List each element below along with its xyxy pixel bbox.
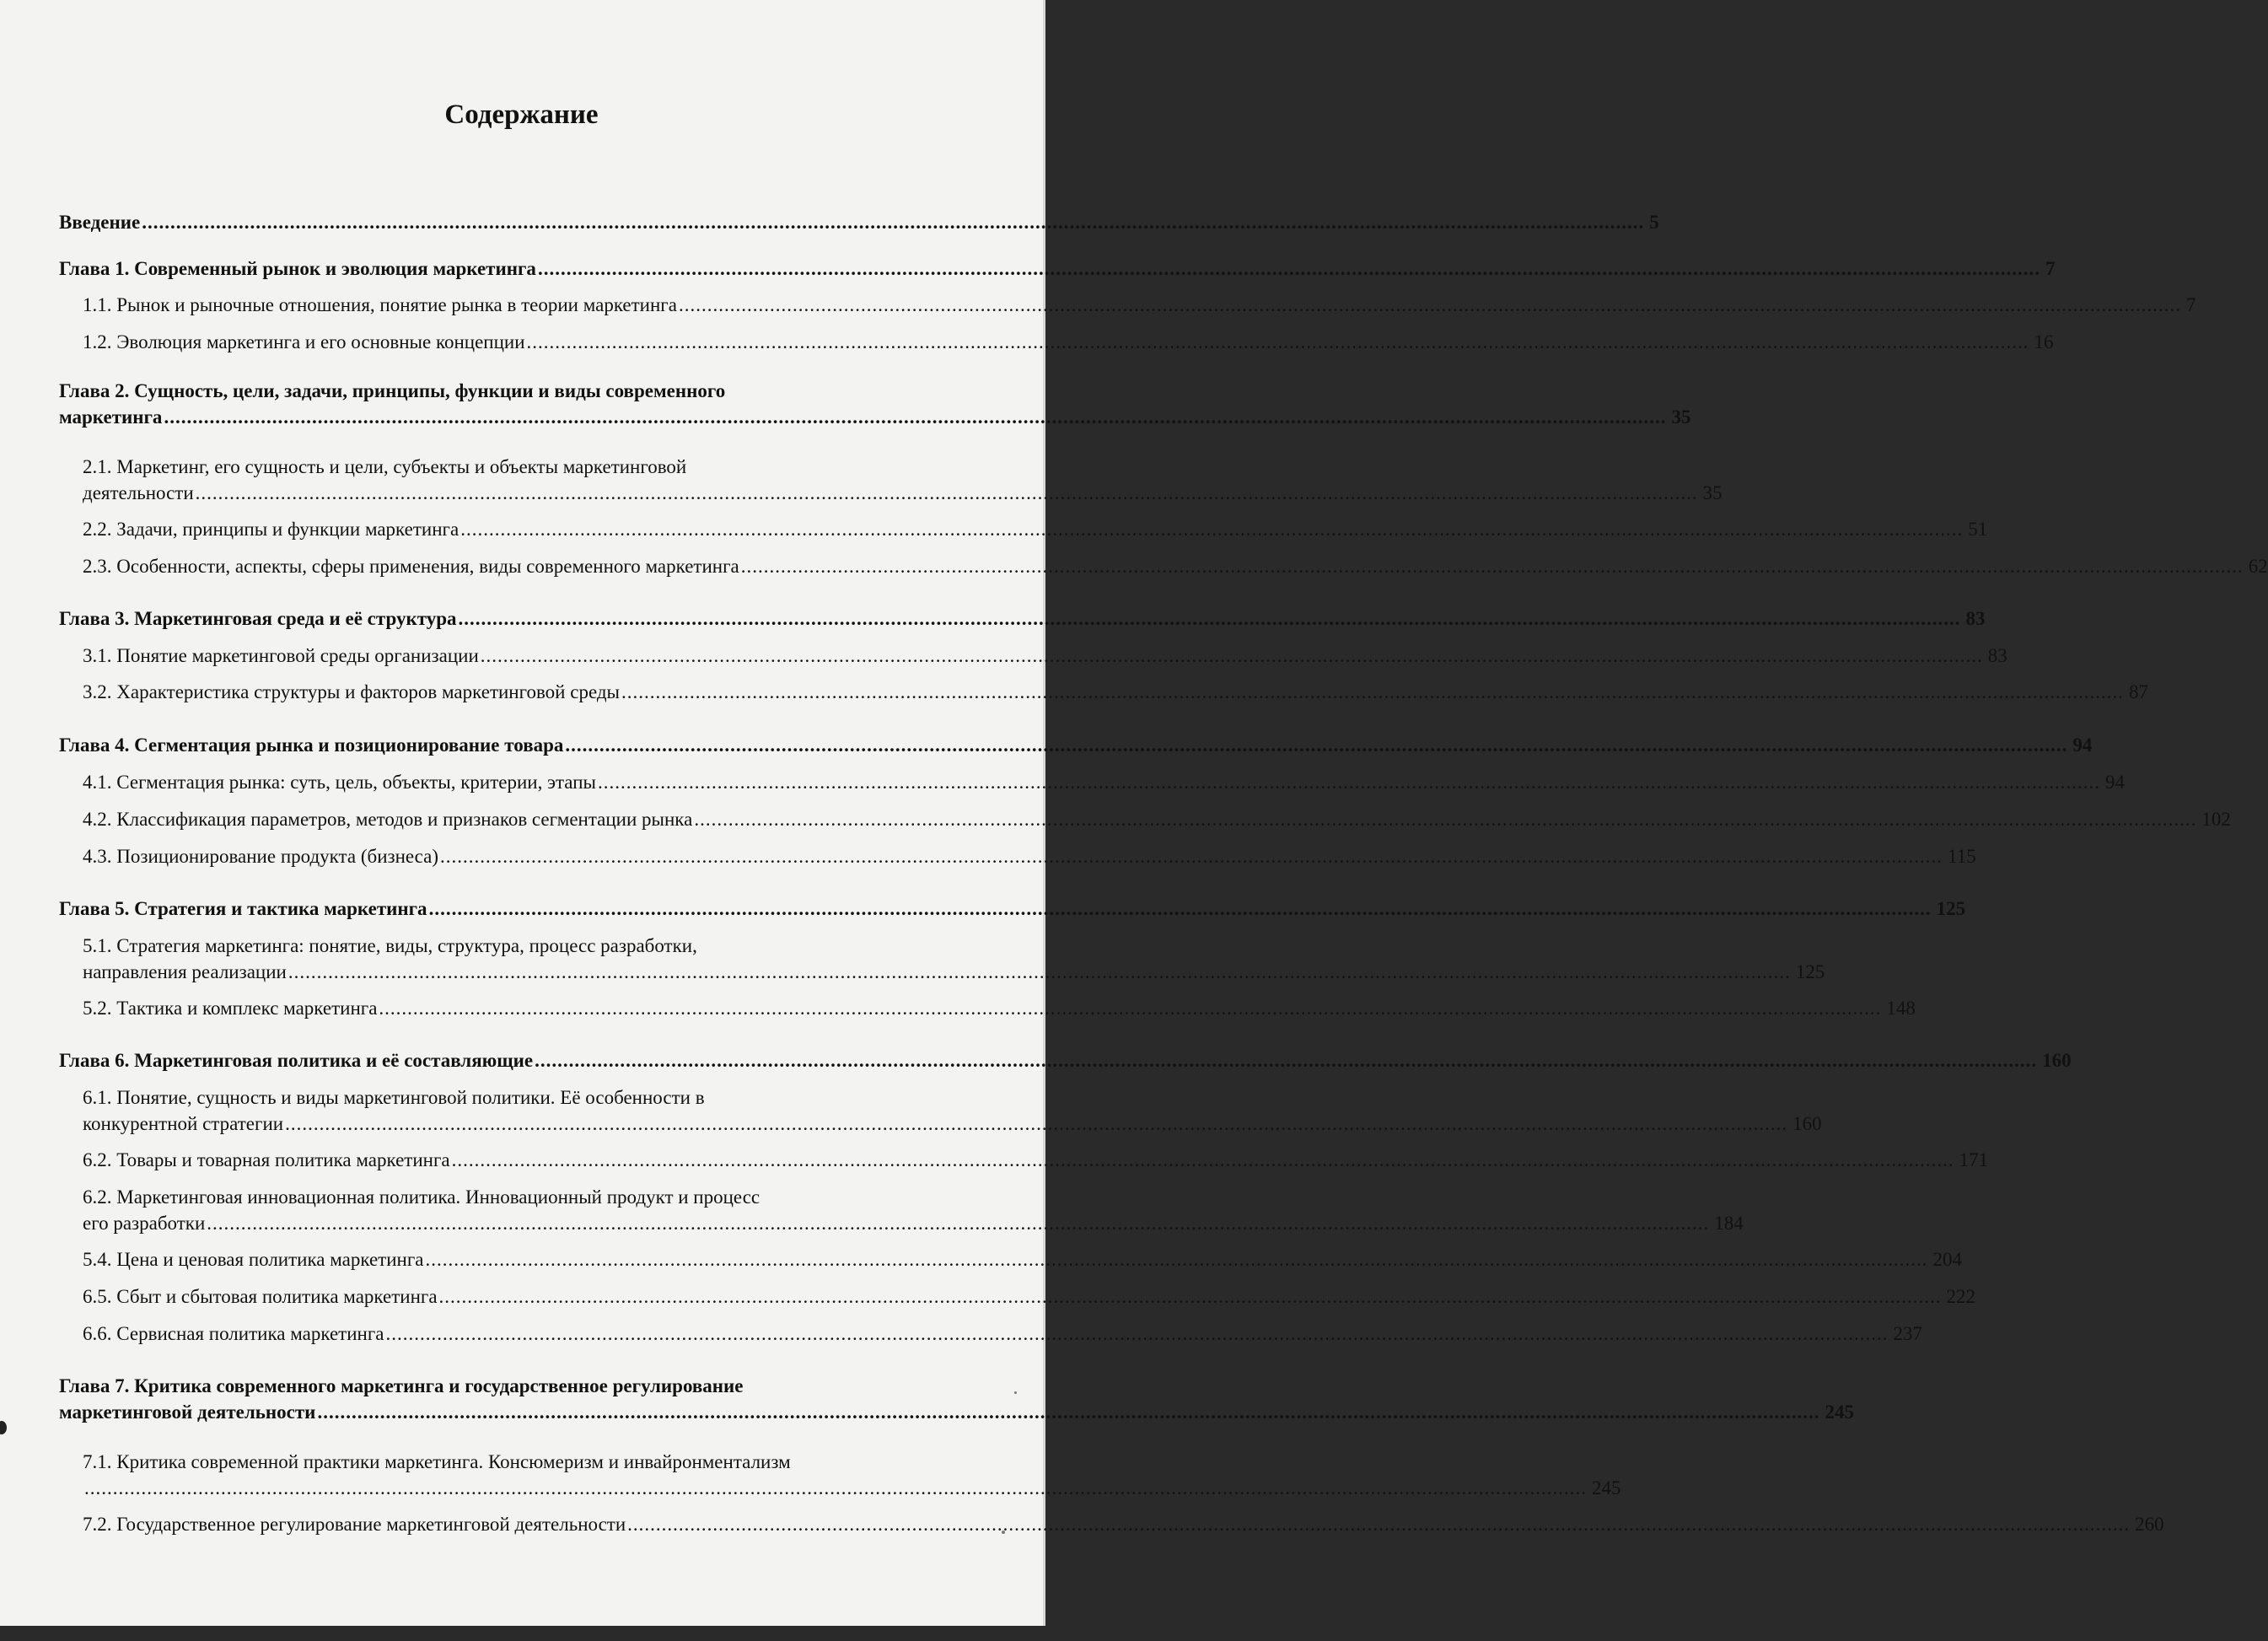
toc-label-line: 2.1. Маркетинг, его сущность и цели, субъекты и объекты маркетинговой: [83, 456, 687, 477]
toc-page-number: 171: [1959, 1149, 1989, 1170]
leader-dots: [533, 1047, 2039, 1073]
toc-entry-section-7-1[interactable]: [59, 1449, 1621, 1501]
scan-dust-mark: [1002, 1531, 1005, 1534]
toc-page-number: 125: [1795, 961, 1825, 982]
toc-leader-line: [59, 404, 1691, 430]
toc-page-number: 62: [2248, 556, 2268, 577]
leader-dots: [459, 516, 1964, 542]
toc-leader-line: [83, 480, 1722, 506]
toc-page-number: 87: [2129, 681, 2149, 702]
toc-entry-section-4-1[interactable]: [59, 769, 2125, 795]
leader-dots: [626, 1511, 2131, 1537]
leader-dots: [536, 256, 2042, 282]
toc-leader-line: [83, 1475, 1621, 1501]
toc-label: направления реализации: [83, 961, 287, 982]
toc-entry-section-2-3[interactable]: [59, 553, 2268, 579]
toc-entry-section-6-2[interactable]: [59, 1147, 1989, 1173]
toc-page-number: 83: [1987, 645, 2007, 666]
binding-hole-mark: [0, 1421, 7, 1434]
toc-label-line: 6.2. Маркетинговая инновационная политика. Инновационный продукт и процесс: [83, 1186, 760, 1208]
toc-label: 6.6. Сервисная политика маркетинга: [83, 1323, 384, 1344]
leader-dots: [205, 1210, 1711, 1236]
toc-page-number: 51: [1968, 519, 1988, 540]
leader-dots: [620, 679, 2126, 705]
toc-entry-section-1-2[interactable]: [59, 329, 2054, 355]
toc-label: Глава 3. Маркетинговая среда и её структура: [59, 608, 457, 629]
toc-page-number: 222: [1946, 1286, 1976, 1307]
toc-label: Глава 1. Современный рынок и эволюция маркетинга: [59, 258, 536, 279]
page-title: Содержание: [444, 100, 599, 130]
toc-page-number: 115: [1948, 846, 1976, 867]
toc-page-number: 35: [1671, 406, 1691, 428]
toc-page-number: 16: [2034, 331, 2054, 352]
toc-leader-line: [83, 1210, 1744, 1236]
toc-page-number: 102: [2201, 809, 2231, 830]
toc-entry-section-1-1[interactable]: [59, 292, 2196, 318]
leader-dots: [377, 995, 1883, 1021]
toc-entry-chapter-6[interactable]: [59, 1047, 2072, 1073]
toc-label-line: 7.1. Критика современной практики маркетинга. Консюмеризм и инвайронментализм: [83, 1451, 791, 1472]
toc-label: 5.4. Цена и ценовая политика маркетинга: [83, 1249, 424, 1270]
toc-label: Глава 4. Сегментация рынка и позиционирование товара: [59, 734, 564, 756]
toc-entry-section-6-5[interactable]: [59, 1283, 1976, 1310]
toc-entry-chapter-1[interactable]: [59, 256, 2056, 282]
toc-page-number: 148: [1886, 998, 1916, 1019]
toc-page-number: 5: [1649, 212, 1659, 233]
toc-label: 2.3. Особенности, аспекты, сферы применения, виды современного маркетинга: [83, 556, 739, 577]
toc-page-number: 237: [1893, 1323, 1922, 1344]
toc-label: 3.1. Понятие маркетинговой среды организации: [83, 645, 479, 666]
toc-label: Введение: [59, 212, 141, 233]
toc-page-number: 160: [1792, 1113, 1822, 1134]
toc-label: маркетинговой деятельности: [59, 1402, 316, 1423]
toc-label: 3.2. Характеристика структуры и факторов маркетинговой среды: [83, 681, 621, 702]
toc-label: Глава 5. Стратегия и тактика маркетинга: [59, 898, 427, 919]
toc-page-number: 83: [1965, 608, 1986, 629]
toc-entry-section-5-2[interactable]: [59, 995, 1916, 1021]
toc-page-number: 35: [1702, 482, 1722, 503]
leader-dots: [83, 1475, 1588, 1501]
toc-label: маркетинга: [59, 406, 163, 428]
toc-label: 5.2. Тактика и комплекс маркетинга: [83, 998, 378, 1019]
toc-page-number: 204: [1932, 1249, 1962, 1270]
toc-label: 1.1. Рынок и рыночные отношения, понятие рынка в теории маркетинга: [83, 294, 677, 315]
toc-entry-section-3-2[interactable]: [59, 679, 2149, 705]
toc-entry-chapter-7[interactable]: [59, 1373, 1854, 1425]
leader-dots: [479, 643, 1985, 669]
toc-entry-chapter-5[interactable]: [59, 896, 1966, 922]
toc-label-line: 6.1. Понятие, сущность и виды маркетинговой политики. Её особенности в: [83, 1087, 705, 1108]
toc-entry-intro[interactable]: [59, 209, 1659, 235]
toc-leader-line: [83, 959, 1825, 985]
toc-page-number: 245: [1825, 1402, 1854, 1423]
toc-page-number: 160: [2042, 1050, 2072, 1071]
toc-entry-chapter-3[interactable]: [59, 605, 1986, 632]
leader-dots: [427, 896, 1933, 922]
toc-entry-chapter-2[interactable]: [59, 378, 1691, 430]
leader-dots: [457, 605, 1963, 632]
toc-label: Глава 6. Маркетинговая политика и её составляющие: [59, 1050, 534, 1071]
leader-dots: [596, 769, 2102, 795]
toc-entry-section-7-2[interactable]: [59, 1511, 2164, 1537]
leader-dots: [692, 806, 2198, 832]
leader-dots: [739, 553, 2245, 579]
toc-page-number: 260: [2135, 1514, 2164, 1535]
toc-label: деятельности: [83, 482, 194, 503]
leader-dots: [283, 1111, 1789, 1137]
toc-entry-section-2-1[interactable]: [59, 454, 1722, 506]
toc-entry-section-4-3[interactable]: [59, 843, 1976, 869]
toc-page-number: 245: [1592, 1477, 1621, 1498]
leader-dots: [563, 732, 2069, 758]
toc-page-number: 125: [1936, 898, 1966, 919]
leader-dots: [194, 480, 1700, 506]
leader-dots: [450, 1147, 1956, 1173]
leader-dots: [525, 329, 2031, 355]
toc-label: его разработки: [83, 1213, 206, 1234]
toc-entry-section-5-1[interactable]: [59, 933, 1825, 985]
toc-label: 2.2. Задачи, принципы и функции маркетинга: [83, 519, 460, 540]
toc-label: 4.1. Сегментация рынка: суть, цель, объекты, критерии, этапы: [83, 772, 596, 793]
toc-label: 4.3. Позиционирование продукта (бизнеса): [83, 846, 439, 867]
toc-label-line: 5.1. Стратегия маркетинга: понятие, виды, структура, процесс разработки,: [83, 935, 697, 956]
toc-label-line: Глава 2. Сущность, цели, задачи, принципы, функции и виды современного: [59, 380, 726, 401]
toc-page-number: 7: [2045, 258, 2056, 279]
toc-label: 4.2. Классификация параметров, методов и признаков сегментации рынка: [83, 809, 693, 830]
leader-dots: [287, 959, 1792, 985]
toc-entry-section-6-1[interactable]: [59, 1084, 1822, 1137]
toc-leader-line: [83, 1111, 1822, 1137]
toc-label-line: Глава 7. Критика современного маркетинга и государственное регулирование: [59, 1375, 744, 1396]
toc-page-number: 94: [2072, 734, 2093, 756]
toc-leader-line: [59, 1399, 1854, 1425]
toc-entry-section-5-4[interactable]: [59, 1246, 1962, 1272]
leader-dots: [140, 209, 1646, 235]
toc-entry-section-4-2[interactable]: [59, 806, 2231, 832]
toc-page-number: 7: [2185, 294, 2196, 315]
leader-dots: [162, 404, 1668, 430]
toc-label: 6.2. Товары и товарная политика маркетинга: [83, 1149, 450, 1170]
toc-entry-chapter-4[interactable]: [59, 732, 2093, 758]
leader-dots: [438, 843, 1944, 869]
leader-dots: [315, 1399, 1821, 1425]
toc-entry-section-6-6[interactable]: [59, 1321, 1922, 1347]
toc-entry-section-2-2[interactable]: [59, 516, 1988, 542]
toc-label: 6.5. Сбыт и сбытовая политика маркетинга: [83, 1286, 438, 1307]
toc-label: конкурентной стратегии: [83, 1113, 284, 1134]
leader-dots: [677, 292, 2183, 318]
toc-page-number: 184: [1714, 1213, 1744, 1234]
leader-dots: [384, 1321, 1889, 1347]
scan-dust-mark: [1014, 1391, 1017, 1394]
leader-dots: [423, 1246, 1929, 1272]
toc-entry-section-6-2-innovation[interactable]: [59, 1184, 1744, 1236]
leader-dots: [438, 1283, 1943, 1310]
toc-page-number: 94: [2104, 772, 2125, 793]
toc-entry-section-3-1[interactable]: [59, 643, 2007, 669]
toc-label: 1.2. Эволюция маркетинга и его основные концепции: [83, 331, 525, 352]
toc-label: 7.2. Государственное регулирование маркетинговой деятельности: [83, 1514, 626, 1535]
